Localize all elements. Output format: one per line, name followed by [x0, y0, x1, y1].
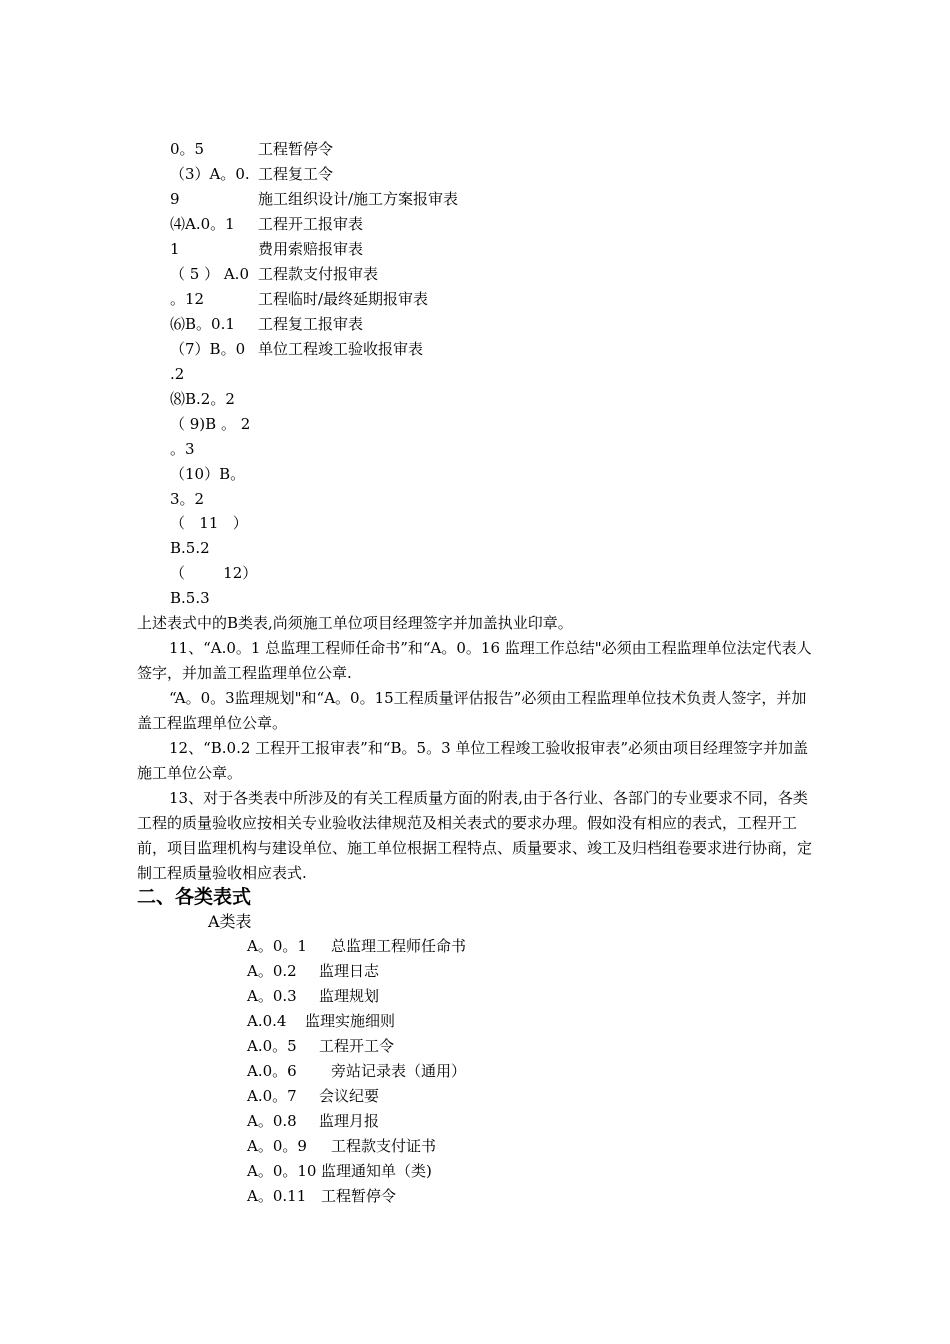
list-code: ⑹B。0.1	[170, 315, 235, 333]
list-code: ⑷A.0。1	[170, 215, 235, 233]
form-title: 总监理工程师任命书	[331, 937, 467, 955]
list-title: 工程复工报审表	[258, 315, 364, 333]
list-code: （ 12）	[170, 564, 258, 582]
list-code: 9	[170, 190, 180, 208]
list-item	[247, 1134, 436, 1159]
list-title: 工程暂停令	[258, 140, 334, 158]
list-code: ⑻B.2。2	[170, 390, 235, 408]
list-item	[247, 934, 466, 959]
paragraph-rule-11-cont: “A。0。3监理规划"和“A。0。15工程质量评估报告”必须由工程监理单位技术负责人签字，并加盖工程监理单位公章。	[137, 689, 807, 732]
section-heading: 二、各类表式	[137, 886, 252, 908]
form-title: 监理日志	[319, 962, 380, 980]
list-title: 施工组织设计/施工方案报审表	[258, 190, 459, 208]
form-code: A.0。6	[247, 1062, 297, 1080]
list-code: （ 11 ）	[170, 514, 248, 532]
list-code: （ 5 ） A.0	[170, 265, 249, 283]
list-item	[247, 959, 379, 984]
list-title: 工程开工报审表	[258, 215, 364, 233]
form-code: A。0.3	[247, 987, 297, 1005]
list-title: 工程款支付报审表	[258, 265, 379, 283]
list-code: 。3	[170, 440, 195, 458]
list-item	[247, 1034, 394, 1059]
list-item	[247, 1084, 379, 1109]
list-title: 工程复工令	[258, 165, 334, 183]
form-title: 工程暂停令	[321, 1187, 397, 1205]
list-item	[247, 1184, 396, 1209]
list-code: （10）B。	[170, 465, 246, 483]
paragraph-b-class-note: 上述表式中的B类表,尚须施工单位项目经理签字并加盖执业印章。	[137, 614, 573, 632]
form-title: 监理实施细则	[305, 1012, 396, 1030]
form-code: A。0。9	[247, 1137, 307, 1155]
list-title: 费用索赔报审表	[258, 240, 364, 258]
list-code: 0。5	[170, 140, 205, 158]
list-code: B.5.3	[170, 589, 210, 607]
list-item	[247, 1059, 466, 1084]
form-title: 工程款支付证书	[331, 1137, 437, 1155]
paragraph-rule-13: 13、对于各类表中所涉及的有关工程质量方面的附表,由于各行业、各部门的专业要求不同，各类工程的质量验收应按相关专业验收法律规范及相关表式的要求办理。假如没有相应的表式，工程开工前，项目监理机构与建设单位、施工单位根据工程特点、质量要求、竣工及归档组卷要求进行协商，定制工程质量验收相应表式.	[137, 789, 813, 882]
list-code: 。12	[170, 290, 205, 308]
form-code: A。0.2	[247, 962, 297, 980]
list-title: 单位工程竣工验收报审表	[258, 340, 424, 358]
subsection-heading: A类表	[208, 912, 252, 931]
list-item	[247, 984, 379, 1009]
form-code: A。0.8	[247, 1112, 297, 1130]
paragraph-rule-12: 12、“B.0.2 工程开工报审表”和“B。5。3 单位工程竣工验收报审表”必须由项目经理签字并加盖施工单位公章。	[137, 739, 809, 782]
form-title: 监理通知单（类)	[321, 1162, 432, 1180]
list-item	[247, 1159, 432, 1184]
form-code: A。0。10	[247, 1162, 317, 1180]
form-code: A.0。7	[247, 1087, 297, 1105]
list-title: 工程临时/最终延期报审表	[258, 290, 429, 308]
list-code: .2	[170, 365, 185, 383]
paragraph-rule-11: 11、“A.0。1 总监理工程师任命书”和“A。0。16 监理工作总结"必须由工程监理单位法定代表人签字，并加盖工程监理单位公章.	[137, 639, 812, 682]
list-code: 3。2	[170, 490, 205, 508]
form-title: 工程开工令	[319, 1037, 395, 1055]
form-title: 监理月报	[319, 1112, 380, 1130]
list-code: （3）A。0.	[170, 165, 250, 183]
list-code: （7）B。0	[170, 340, 246, 358]
list-code: （ 9)B 。 2	[170, 415, 251, 433]
list-code: B.5.2	[170, 539, 210, 557]
list-item	[247, 1109, 379, 1134]
form-title: 旁站记录表（通用）	[331, 1062, 467, 1080]
form-title: 监理规划	[319, 987, 380, 1005]
form-title: 会议纪要	[319, 1087, 380, 1105]
form-code: A.0.4	[247, 1012, 287, 1030]
form-code: A。0.11	[247, 1187, 307, 1205]
form-code: A。0。1	[247, 937, 307, 955]
list-code: 1	[170, 240, 180, 258]
list-item	[247, 1009, 395, 1034]
form-code: A.0。5	[247, 1037, 297, 1055]
